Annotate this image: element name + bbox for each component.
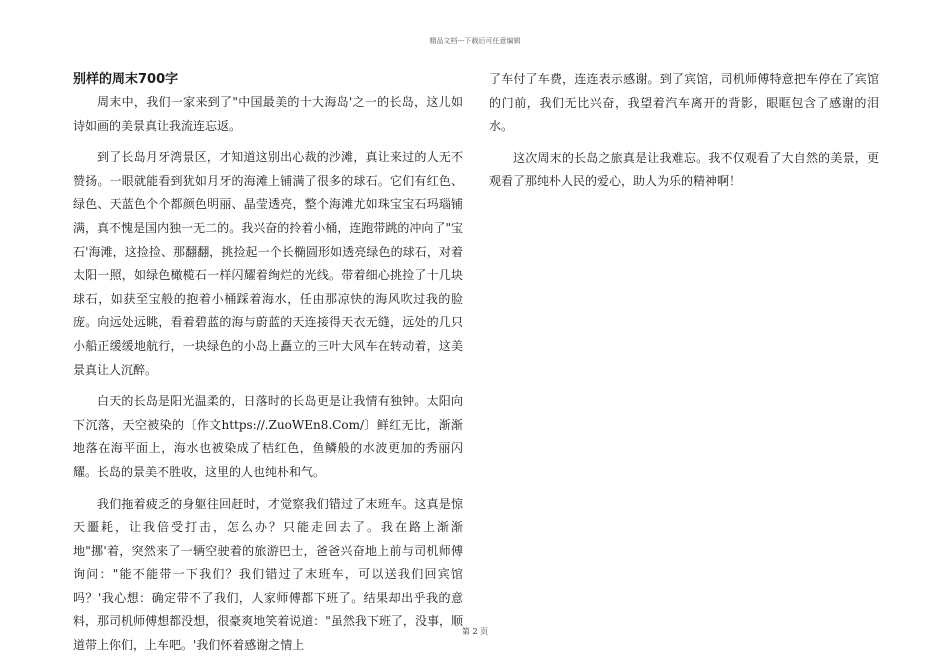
paragraph-conclusion: 这次周末的长岛之旅真是让我难忘。我不仅观看了大自然的美景，更观看了那纯朴人民的爱心，助人为乐的精神啊！	[489, 150, 879, 189]
article-title: 别样的周末700字	[73, 72, 179, 87]
left-column	[73, 68, 463, 666]
paragraph-bus-continued: 了车付了车费，连连表示感谢。到了宾馆，司机师傅特意把车停在了宾馆的门前，我们无比兴奋，我望着汽车离开的背影，眼眶包含了感谢的泪水。	[489, 72, 879, 134]
page-number: 第 2 页	[461, 627, 489, 636]
paragraph-bus: 我们拖着疲乏的身躯往回赶时，才觉察我们错过了末班车。这真是惊天噩耗，让我倍受打击，怎么办？只能走回去了。我在路上渐渐地"挪'着，突然来了一辆空驶着的旅游巴士，爸爸兴奋地上前与司机师傅询问："能不能带一下我们？我们错过了末班车，可以送我们回宾馆吗？'我心想：确定带不了我们，人家师傅都下班了。结果却出乎我的意料，那司机师傅想都没想，很豪爽地笑着说道："虽然我下班了，没事，顺道带上你们，上车吧。'我们怀着感谢之情上	[73, 496, 463, 653]
page-header: 精品文档---下载后可任意编辑	[429, 37, 521, 45]
paragraph-intro: 周末中，我们一家来到了"中国最美的十大海岛'之一的长岛，这儿如诗如画的美景真让我流连忘返。	[73, 95, 463, 133]
paragraph-sunset: 白天的长岛是阳光温柔的，日落时的长岛更是让我情有独钟。太阳向下沉落，天空被染的〔作文https://.ZuoWEn8.Com/〕鲜红无比，渐渐地落在海平面上，海水也被染成了桔红色，鱼鳞般的水波更加的秀丽闪耀。长岛的景美不胜收，这里的人也纯朴和气。	[73, 394, 463, 479]
right-column	[489, 68, 879, 202]
paragraph-beach: 到了长岛月牙湾景区，才知道这别出心裁的沙滩，真让来过的人无不赞扬。一眼就能看到犹如月牙的海滩上铺满了很多的球石。它们有红色、绿色、天蓝色个个都颜色明丽、晶莹透亮，整个海滩尤如珠宝宝石玛瑙铺满，真不愧是国内独一无二的。我兴奋的拎着小桶，连跑带跳的冲向了"宝石'海滩，这捡捡、那翻翻，挑捡起一个长椭圆形如透亮绿色的球石，对着太阳一照，如绿色橄榄石一样闪耀着绚烂的光线。带着细心挑捡了十几块球石，如获至宝般的抱着小桶踩着海水，任由那凉快的海风吹过我的脸庞。向远处远眺，看着碧蓝的海与蔚蓝的天连接得天衣无缝，远处的几只小船正缓缓地航行，一块绿色的小岛上矗立的三叶大风车在转动着，这美景真让人沉醉。	[73, 150, 463, 377]
